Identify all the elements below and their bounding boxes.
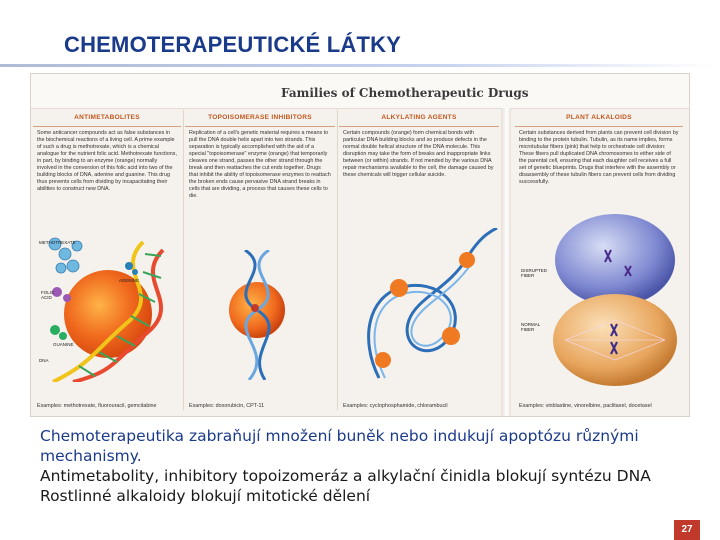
antimetabolite-illustration bbox=[33, 232, 181, 382]
label-disrupted-fiber: DISRUPTED FIBER bbox=[521, 268, 548, 278]
slide-title: CHEMOTERAPEUTICKÉ LÁTKY bbox=[64, 32, 402, 57]
column-examples: Examples: vinblastine, vinorelbine, paclitaxel, docetaxel bbox=[519, 403, 652, 409]
column-topoisomerase-inhibitors bbox=[185, 110, 335, 414]
chemotherapy-figure bbox=[30, 73, 690, 417]
label-normal-fiber: NORMAL FIBER bbox=[521, 322, 541, 332]
column-examples: Examples: methotrexate, fluorouracil, gemcitabine bbox=[37, 403, 157, 409]
column-antimetabolites bbox=[33, 110, 181, 414]
plant-alkaloid-illustration bbox=[515, 210, 683, 390]
column-heading: PLANT ALKALOIDS bbox=[515, 110, 683, 127]
caption-line-1: Chemoterapeutika zabraňují množení buněk nebo indukují apoptózu různými bbox=[40, 427, 639, 445]
caption-line-3: Antimetabolity, inhibitory topoizomeráz a alkylační činidla blokují syntézu DNA bbox=[40, 467, 651, 485]
column-text: Certain compounds (orange) form chemical bonds with particular DNA building blocks and so produce defects in the normal double helical structure of the DNA molecule. This disruption may take the form of breaks and inappropriate links between (or within) strands. If not mended by the various DNA repair mechanisms available to the cell, the damage caused by these chemicals will trigger cellular suicide. bbox=[343, 130, 494, 178]
alkylating-illustration bbox=[339, 228, 499, 384]
figure-header bbox=[31, 74, 689, 109]
slide-caption bbox=[40, 426, 680, 506]
column-text: Some anticancer compounds act as false substances in the biochemical reactions of a living cell. A prime example of such a drug is methotrexate, which is a chemical analogue for the nutrient folic acid. Methotrexate functions, in part, by binding to an enzyme (orange) normally involved in the conversion of this folic acid into two of the building blocks of DNA, adenine and guanine. This drug thus prevents cells from dividing by incapacitating their abilities to construct new DNA. bbox=[37, 130, 177, 192]
page-number-badge: 27 bbox=[674, 520, 700, 540]
figure-title: Families of Chemotherapeutic Drugs bbox=[281, 86, 529, 100]
column-plant-alkaloids bbox=[515, 110, 683, 414]
column-examples: Examples: doxorubicin, CPT-11 bbox=[189, 403, 265, 409]
caption-line-2: mechanismy. bbox=[40, 447, 142, 465]
column-text: Replication of a cell's genetic material requires a means to pull the DNA double helix apart into two strands. This separation is typically accomplished with the aid of a special "topoisomerase" enzyme (orange) that temporarily cleaves one strand, passes the other strand through the break and then reattaches the cut ends together. Drugs that inhibit the ability of topoisomerase enzymes to reattach the broken ends cause pervasive DNA strand breaks in cells that are dividing, a process that causes these cells to die. bbox=[189, 130, 331, 199]
column-heading: ALKYLATING AGENTS bbox=[339, 110, 499, 127]
column-alkylating-agents bbox=[339, 110, 499, 414]
label-adenine: ADENINE bbox=[119, 278, 140, 283]
label-folic-acid: FOLIC ACID bbox=[41, 290, 55, 300]
column-heading: TOPOISOMERASE INHIBITORS bbox=[185, 110, 335, 127]
label-dna: DNA bbox=[39, 358, 49, 363]
label-guanine: GUANINE bbox=[53, 342, 74, 347]
column-divider bbox=[183, 110, 184, 410]
column-divider bbox=[337, 110, 338, 410]
column-examples: Examples: cyclophosphamide, chlorambucil bbox=[343, 403, 448, 409]
column-text: Certain substances derived from plants can prevent cell division by binding to the protein tubulin. Tubulin, as its name implies, forms microtubular fibers (pink) that help to orchestrate cell division: These fibers pull duplicated DNA chromosomes to either side of the parental cell, ensuring that each daughter cell receives a full set of genetic blueprints. Drugs that interfere with the assembly or disassembly of these tubulin fibers can prevent cells from dividing successfully. bbox=[519, 130, 679, 185]
caption-line-4: Rostlinné alkaloidy blokují mitotické dělení bbox=[40, 487, 371, 505]
book-gutter bbox=[501, 108, 511, 416]
topoisomerase-illustration bbox=[185, 250, 335, 380]
title-divider bbox=[0, 64, 720, 67]
label-methotrexate: METHOTREXATE bbox=[39, 240, 76, 245]
cell-disrupted bbox=[555, 214, 675, 306]
column-heading: ANTIMETABOLITES bbox=[33, 110, 181, 127]
